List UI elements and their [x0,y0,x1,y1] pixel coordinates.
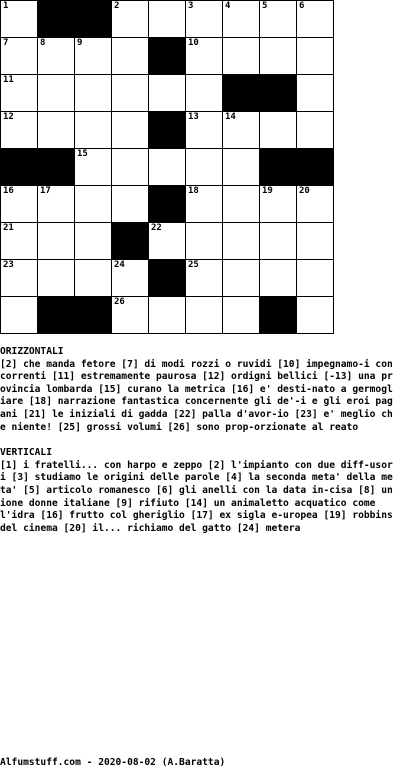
grid-cell[interactable] [186,260,223,297]
grid-cell[interactable] [297,223,334,260]
grid-cell[interactable] [260,260,297,297]
grid-cell[interactable] [223,186,260,223]
grid-cell[interactable] [75,75,112,112]
cell-number: 24 [114,260,125,270]
grid-cell[interactable] [297,1,334,38]
grid-cell[interactable] [260,186,297,223]
grid-cell[interactable] [112,149,149,186]
cell-number: 7 [3,38,9,48]
grid-cell-black [112,223,149,260]
grid-cell-black [297,149,334,186]
grid-cell[interactable] [1,186,38,223]
grid-cell-black [38,297,75,334]
grid-cell[interactable] [260,112,297,149]
cell-number: 3 [188,1,194,11]
grid-cell[interactable] [149,1,186,38]
down-title: VERTICALI [0,447,52,459]
grid-cell-black [38,149,75,186]
grid-cell[interactable] [1,112,38,149]
down-clues: [1] i fratelli... con harpo e zeppo [2] l'impianto con due diff-usori [3] studiamo le origini delle parole [4] la seconda meta' della meta' [5] articolo romanesco [6] gli anelli con la data in-cisa [8] unione donne italiane [9] rifiuto [14] un animaletto acquatico come l'idra [16] frutto col gheriglio [17] ex sigla e-uropea [19] robbins del cinema [20] il... richiamo del gatto [24] metera [0,459,399,534]
grid-cell-black [75,297,112,334]
grid-cell[interactable] [38,75,75,112]
grid-cell[interactable] [38,112,75,149]
grid-cell[interactable] [223,149,260,186]
grid-cell[interactable] [297,112,334,149]
cell-number: 8 [40,38,46,48]
footer-credit: Alfumstuff.com - 2020-08-02 (A.Baratta) [0,757,226,768]
cell-number: 20 [299,186,310,196]
grid-cell[interactable] [186,149,223,186]
grid-cell[interactable] [223,38,260,75]
cell-number: 18 [188,186,199,196]
grid-cell[interactable] [149,149,186,186]
grid-cell[interactable] [297,38,334,75]
grid-cell[interactable] [112,75,149,112]
grid-cell-black [149,260,186,297]
cell-number: 17 [40,186,51,196]
grid-cell-black [149,186,186,223]
grid-cell[interactable] [223,260,260,297]
grid-cell[interactable] [1,223,38,260]
grid-cell-black [38,1,75,38]
cell-number: 2 [114,1,120,11]
cell-number: 14 [225,112,236,122]
grid-cell[interactable] [297,186,334,223]
grid-cell[interactable] [1,75,38,112]
crossword-grid [0,0,334,334]
grid-cell[interactable] [1,260,38,297]
grid-cell[interactable] [149,223,186,260]
grid-cell[interactable] [75,149,112,186]
grid-cell[interactable] [223,112,260,149]
grid-cell-black [260,297,297,334]
grid-cell[interactable] [38,38,75,75]
grid-cell[interactable] [149,75,186,112]
grid-cell[interactable] [260,38,297,75]
grid-cell[interactable] [1,297,38,334]
grid-cell[interactable] [186,186,223,223]
grid-cell[interactable] [297,260,334,297]
cell-number: 22 [151,223,162,233]
grid-cell[interactable] [112,260,149,297]
grid-cell-black [149,38,186,75]
grid-cell-black [75,1,112,38]
cell-number: 11 [3,75,14,85]
cell-number: 23 [3,260,14,270]
grid-cell[interactable] [223,297,260,334]
grid-cell-black [223,75,260,112]
grid-cell[interactable] [1,38,38,75]
across-clues: [2] che manda fetore [7] di modi rozzi o ruvidi [10] impegnamo-i concorrenti [11] estremamente paurosa [12] ordigni bellici [-13] una provincia lombarda [15] curano la metrica [16] e' desti-nato a germogliare [18] narrazione fantastica concernente gli de'-i e gli eroi pagani [21] le iniziali di gadda [22] palla d'avor-io [23] e' meglio che niente! [25] grossi volumi [26] sono prop-orzionate al reato [0,358,393,433]
grid-cell[interactable] [75,223,112,260]
grid-cell[interactable] [297,75,334,112]
cell-number: 16 [3,186,14,196]
cell-number: 15 [77,149,88,159]
cell-number: 21 [3,223,14,233]
grid-cell[interactable] [223,1,260,38]
grid-cell[interactable] [38,223,75,260]
grid-cell[interactable] [186,223,223,260]
cell-number: 10 [188,38,199,48]
grid-cell[interactable] [149,297,186,334]
cell-number: 26 [114,297,125,307]
grid-cell[interactable] [112,297,149,334]
across-title: ORIZZONTALI [0,346,64,357]
grid-cell-black [260,75,297,112]
grid-cell[interactable] [112,38,149,75]
cell-number: 6 [299,1,305,11]
grid-cell[interactable] [75,260,112,297]
grid-cell[interactable] [38,186,75,223]
cell-number: 4 [225,1,231,11]
grid-cell[interactable] [112,112,149,149]
grid-cell-black [1,149,38,186]
grid-cell[interactable] [75,38,112,75]
clues-panel [0,346,398,535]
grid-cell-black [149,112,186,149]
cell-number: 1 [3,1,9,11]
grid-cell[interactable] [75,112,112,149]
grid-cell[interactable] [186,1,223,38]
grid-cell[interactable] [186,297,223,334]
grid-cell[interactable] [297,297,334,334]
cell-number: 5 [262,1,268,11]
cell-number: 19 [262,186,273,196]
grid-cell[interactable] [223,223,260,260]
grid-cell[interactable] [260,223,297,260]
grid-cell[interactable] [112,186,149,223]
grid-cell[interactable] [38,260,75,297]
grid-cell[interactable] [186,75,223,112]
grid-cell[interactable] [112,1,149,38]
grid-cell[interactable] [186,112,223,149]
grid-cell-black [260,149,297,186]
grid-cell[interactable] [186,38,223,75]
grid-cell[interactable] [1,1,38,38]
cell-number: 25 [188,260,199,270]
cell-number: 12 [3,112,14,122]
cell-number: 13 [188,112,199,122]
cell-number: 9 [77,38,83,48]
grid-cell[interactable] [75,186,112,223]
grid-cell[interactable] [260,1,297,38]
